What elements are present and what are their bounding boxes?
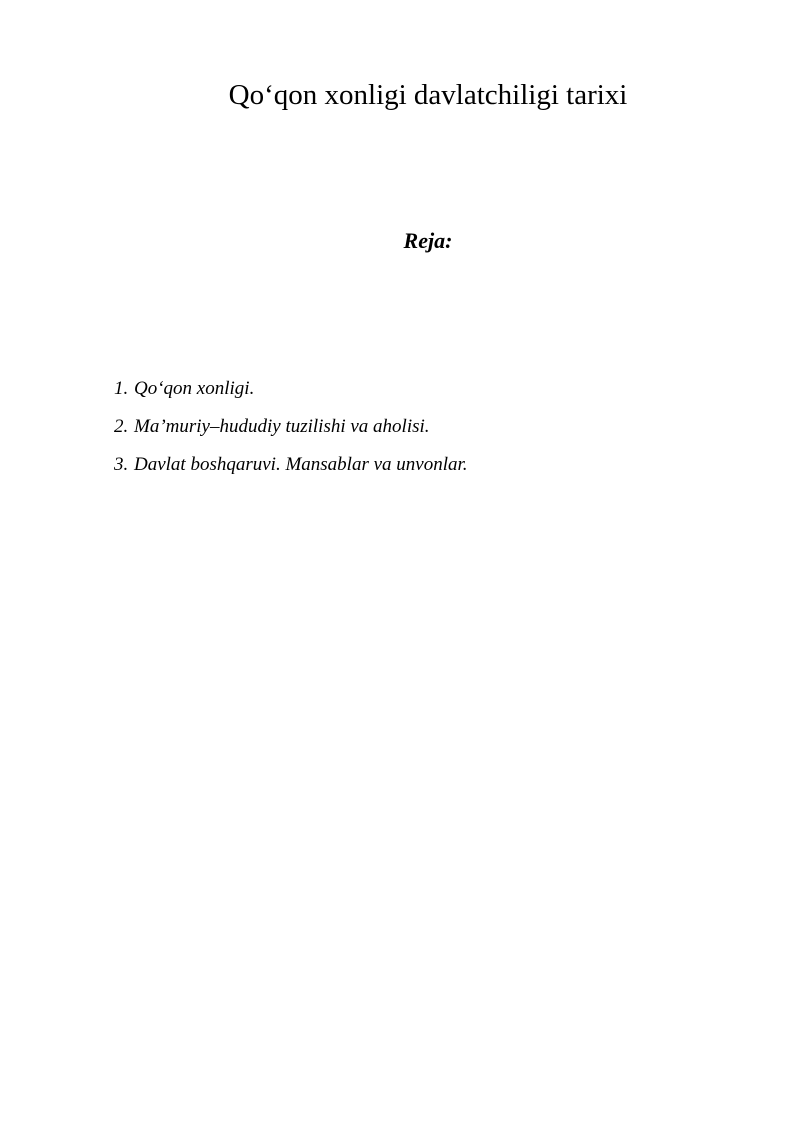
plan-item-number: 2. (114, 416, 129, 437)
plan-item-text: Qo‘qon xonligi. (134, 378, 255, 399)
plan-item-number: 1. (114, 378, 129, 399)
plan-item-3 (114, 446, 468, 484)
plan-heading: Reja: (403, 228, 453, 253)
plan-item-2 (114, 408, 468, 446)
document-title: Qo‘qon xonligi davlatchiligi tarixi (228, 79, 628, 111)
plan-list (114, 370, 468, 484)
plan-item-text: Davlat boshqaruvi. Mansablar va unvonlar. (134, 454, 468, 475)
plan-item-1 (114, 370, 468, 408)
plan-item-number: 3. (114, 454, 129, 475)
plan-item-text: Ma’muriy–hududiy tuzilishi va aholisi. (134, 416, 430, 437)
